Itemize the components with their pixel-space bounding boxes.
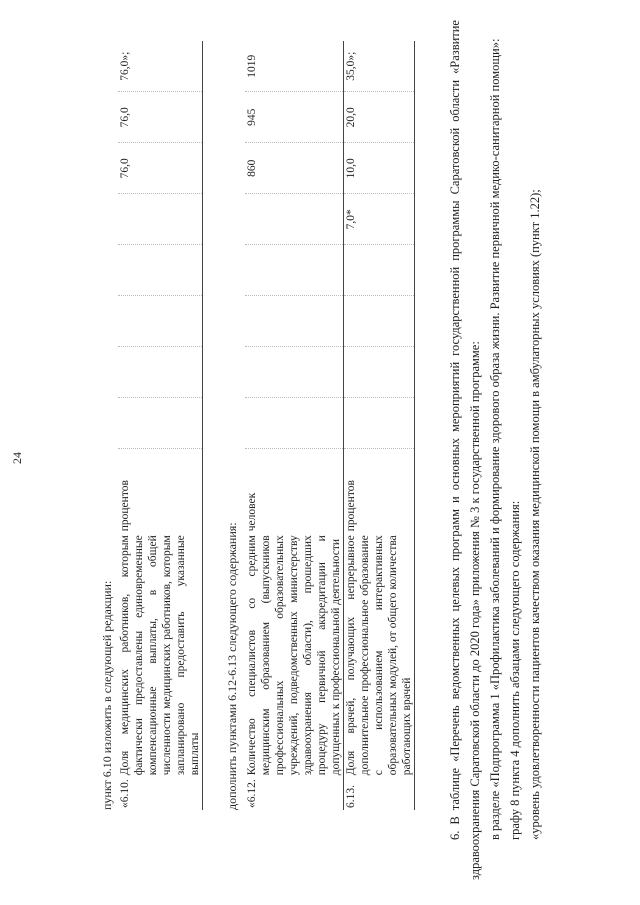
row-value — [118, 194, 203, 245]
row-description: Доля врачей, получающих непрерывное дополнительное профессиональное образование с использованием интерактивных образовательных модулей, от общего количества работающих врачей — [345, 535, 413, 776]
row-value: 7,0* — [344, 194, 415, 245]
row-value — [344, 245, 415, 296]
intro-paragraph-612: дополнить пунктами 6.12-6.13 следующего содержания: — [225, 522, 239, 810]
row-value: 945 — [245, 92, 344, 143]
row-value — [245, 347, 344, 398]
row-value — [344, 296, 415, 347]
row-unit: человек — [245, 449, 344, 534]
row-value — [245, 194, 344, 245]
row-value: 76,0 — [118, 92, 203, 143]
row-value — [118, 347, 203, 398]
row-value — [344, 398, 415, 449]
page-number: 24 — [10, 452, 24, 464]
row-number: «6.12. — [245, 777, 344, 810]
row-value: 20,0 — [344, 92, 415, 143]
row-number: «6.10. — [118, 777, 203, 810]
body-text — [445, 20, 545, 880]
row-value — [118, 245, 203, 296]
row-value: 76,0»; — [118, 41, 203, 92]
row-value: 1019 — [245, 41, 344, 92]
paragraph: графу 8 пункта 4 дополнить абзацами следующего содержания: — [508, 500, 522, 840]
row-value — [245, 296, 344, 347]
row-description: Количество специалистов со средним медицинским образованием (выпускников профессиональных образовательных учреждений, подведомственных министерству здравоохранения области), прошедших процедуру первичной аккредитации и допущенных к профессиональной деятельности — [246, 535, 342, 776]
paragraph: «уровень удовлетворенности пациентов качеством оказания медицинской помощи в амбулаторных условиях (пункт 1.22); — [528, 189, 542, 840]
row-value — [118, 398, 203, 449]
table-rows-6-12-6-13 — [245, 41, 415, 810]
row-value: 10,0 — [344, 143, 415, 194]
row-number: 6.13. — [344, 777, 415, 810]
row-value — [245, 398, 344, 449]
intro-paragraph-610: пункт 6.10 изложить в следующей редакции: — [100, 580, 114, 810]
row-value — [118, 296, 203, 347]
row-value: 860 — [245, 143, 344, 194]
row-description: Доля медицинских работников, которым фактически предоставлены единовременные компенсационные выплаты, в общей численности медицинских работников, которым запланировано предоставить указанные выплаты — [119, 535, 201, 776]
row-value: 35,0»; — [344, 41, 415, 92]
table-row — [245, 41, 344, 810]
row-value — [344, 347, 415, 398]
row-unit: процентов — [118, 449, 203, 534]
row-unit: процентов — [344, 449, 415, 534]
row-value — [245, 245, 344, 296]
paragraph: в разделе «Подпрограмма 1 «Профилактика заболеваний и формирование здорового образа жизни. Развитие первичной медико-санитарной помощи»: — [488, 38, 502, 840]
paragraph: 6. В таблице «Перечень ведомственных целевых программ и основных мероприятий государственной программы Саратовской области «Развитие здравоохранения Саратовской области до 2020 года» приложения № 3 к государственной программе: — [448, 20, 482, 880]
table-row-6-10 — [118, 41, 203, 810]
table-row — [344, 41, 415, 810]
row-value: 76,0 — [118, 143, 203, 194]
